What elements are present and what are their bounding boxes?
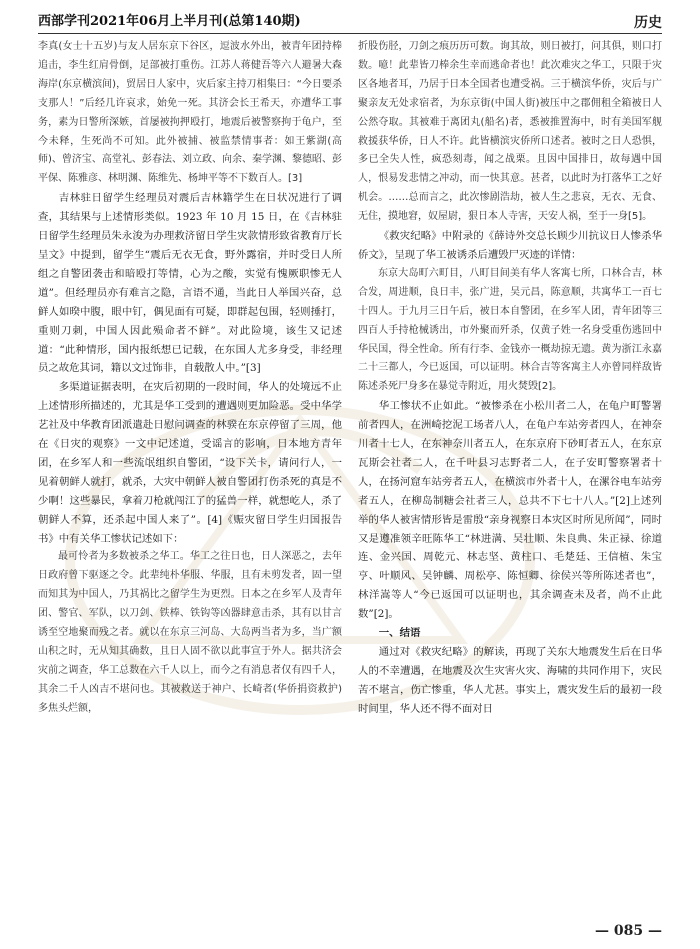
right-paragraph-appendix: 《救灾纪略》中附录的《薛诗外交总长顾少川抗议日人惨杀华侨文》，呈现了华工被诱杀后遭毁尸灭迹的详情：	[358, 230, 662, 261]
right-column	[358, 38, 662, 719]
left-paragraph-jilin: 吉林驻日留学生经理员对震后吉林籍学生在日状况进行了调查，其结果与上述情形类似。1923 年 10 月 15 日，在《吉林驻日留学生经理员朱永浚为办理救济留日学生灾款情形致省教育厅长呈文》中提到，留学生“震后无衣无食，野外露宿，并时受日人所组之自警团袭击和暗殴打等情，心为之酸，实觉有愧厥职惨无人道”。但经理员亦有难言之隐，言语不通，当此日人举国兴奋，总鲜人如暌中腹，眼中钉，偶见面有可疑，即群起包围，轻则捶打，重则刀刺，中国人因此殒命者不鲜”。对此险境，该生又记述道：“此种情形，国内报纸想已记载，在东国人尤多身受，非经理员之故危其词，籍以文过饰非，自载散人中。”[3]	[38, 192, 342, 375]
right-paragraph-conclusion: 通过对《救灾纪略》的解读，再现了关东大地震发生后在日华人的不幸遭遇，在地震及次生灾害火灾、海啸的共同作用下，灾民苦不堪言，伤亡惨重，华人尤甚。事实上，震灾发生后的最初一段时间里，华人还不得不面对日	[358, 646, 662, 715]
header-rule	[38, 33, 662, 34]
section-label: 历史	[634, 15, 662, 31]
left-quote-continued: 李真(女士十五岁)与友人居东京下谷区，逗波水外出，被青年团持棒追击，李生红肩骨倒，足部被打重伤。江苏人蒋健吾等六人避暑大森海岸(东京横滨间)，贸居日人家中，灾后家主持刀相集曰：“今日要杀支那人！”后经几许哀求，始免一死。其济会长王希天，亦遭华工事务，素为日警所深嫉，首屡被拘押殴打，地震后被警察拘于龟户，至今未释，生死尚不可知。此外被捕、被监禁情事者：如王紫湖(高师)、曾济宝、高堂礼、彭春法、刘立政、向余、秦学渊、黎德昭、彭平保、陈雅彦、林明渊、陈维先、杨坤平等不下数百人。[3]	[38, 41, 342, 185]
left-paragraph-evidence: 多渠道证据表明，在灾后初期的一段时间，华人的处境远不止上述情形所描述的，尤其是华工受到的遭遇则更加险恶。受中华学艺社及中华教育团派遣赴日慰问调查的林骙在东京停留了三周，他在《日灾的观察》一文中记述道，受谣言的影响，日本地方青年团，在乡军人和一些流氓组织自警团，“设下关卡，请问行人，一见着朝鲜人就打，就杀，大灾中朝鲜人被自警团打伤杀死的真是不少啊！这些暴民，拿着刀枪就闯江了的猛兽一样，就想屹人，杀了朝鲜人不算，还杀起中国人来了”。[4]《赈灾留日学生归国报告书》中有关华工惨状记述如下：	[38, 381, 342, 545]
journal-title: 西部学刊2021年06月上半月刊(总第140期)	[38, 13, 301, 29]
right-quote-continued: 折股伤胫，刀剑之痕历历可数。询其故，则日被打，问其俱，则口打数。噫！此辈皆刀棒余生幸而逃命者也！此次难灾之华工，只限于灾区各地者耳，乃居于日本全国者也遭受祸。三于横滨华侨，灾后与广聚亲友无处求宿者，为东京街(中国人街)被压中之郡佣租全箱被日人公然夺取。其被难于离团丸(船名)者，悉被推置海中，时有美国军舰救援获华侨，日人不许。此皆横滨灾侨所口述者。被时之日人恐惧，多已全失人性，疯恐刻毒，闻之战栗。且因中国排日，故每遇中国人，恨易发悲情之冲动，而一快其意。甚者，以此时为打落华工之好机会。……总而言之，此次惨剧浩劫，被人生之悲哀，无衣、无食、无住，摸地窘，奴屋尉，狠日本人寺害，天安人祸，至于一身[5]。	[358, 41, 662, 223]
conclusion-heading: 一、结语	[378, 627, 421, 640]
page-header	[38, 6, 662, 32]
left-quote-workers: 最可怜者为多数被杀之华工。华工之往日也，日人深恶之，去年日政府曾下驱逐之令。此辈纯朴华服、华服，且有未剪发者，固一望而知其为中国人，乃其祸比之留学生为更烈。日本之在乡军人及青年团、警官、军队，以刀剑、铁棒、铁钩等凶器肆意击杀，其有以甘言诱至空地聚而残之者。就以在东京三河岛、大岛两当者为多，当广额山积之时，无从知其确数，且日人固不欲以此事宣于外人。据共济会灾前之调查，华工总数在六千人以上，而今之有消息者仅有四千人，其余二千人凶吉不堪问也。其被救送于神户、长崎者(华侨捐资救护)多焦头烂额，	[38, 551, 342, 714]
right-quote-oshima: 东京大岛町六町目，八町目间美有华人客寓七所，口林合吉，林合发，周进顺，良日丰，张广进，吴元昌，陈意顺，共寓华工一百七十四人。于九月三日午后，被日本自警团，在乡军人团，青年团等三四百人手持枪械诱出，市外聚而歼杀，仅黄子姓一名身受重伤逃回中华民国，得全性命。所有行李、金钱亦一概劫掠无遗。黄为浙江永嘉二十三都人，今已返国，可以证明。林合吉等客寓主人亦曾同样敌皆陈述杀死尸身多在暴觉寺附近，用火焚毁[2]。	[358, 267, 662, 393]
left-column	[38, 38, 342, 719]
page-number: — 085 —	[595, 923, 662, 939]
right-paragraph-casualties: 华工惨状不止如此。“被惨杀在小松川者二人，在龟户町警署前者四人，在洲崎挖泥工场者八人，在龟户车站旁者四人，在神奈川者十七人，在东神奈川者五人，在东京府下砂町者五人，在东京瓦斯会社者二人，在千叶县习志野者二人，在子安町警察署者十人，在扬河窟车站旁者五人，在横滨市外者十人，在漯谷电车站旁者五人，在柳岛制糖会社者三人，总共不下七十八人。”[2]上述列举的华人被害情形皆是雷殷“亲身视察日本灾区时所见所闻”，同时又是遵准领辛旺陈华工“林进满、吴壮顺、朱良典、朱正禄、徐道连、金兴国、周乾元、林志坚、黄柱口、毛楚廷、王信植、朱宝亨、叶顺风、吴钟麟、周松亭、陈恒卿、徐侯兴等所陈述者也”，林洋嵩等人“今已返国可以证明也，其余调查未及者，尚不止此数”[2]。	[358, 400, 662, 621]
